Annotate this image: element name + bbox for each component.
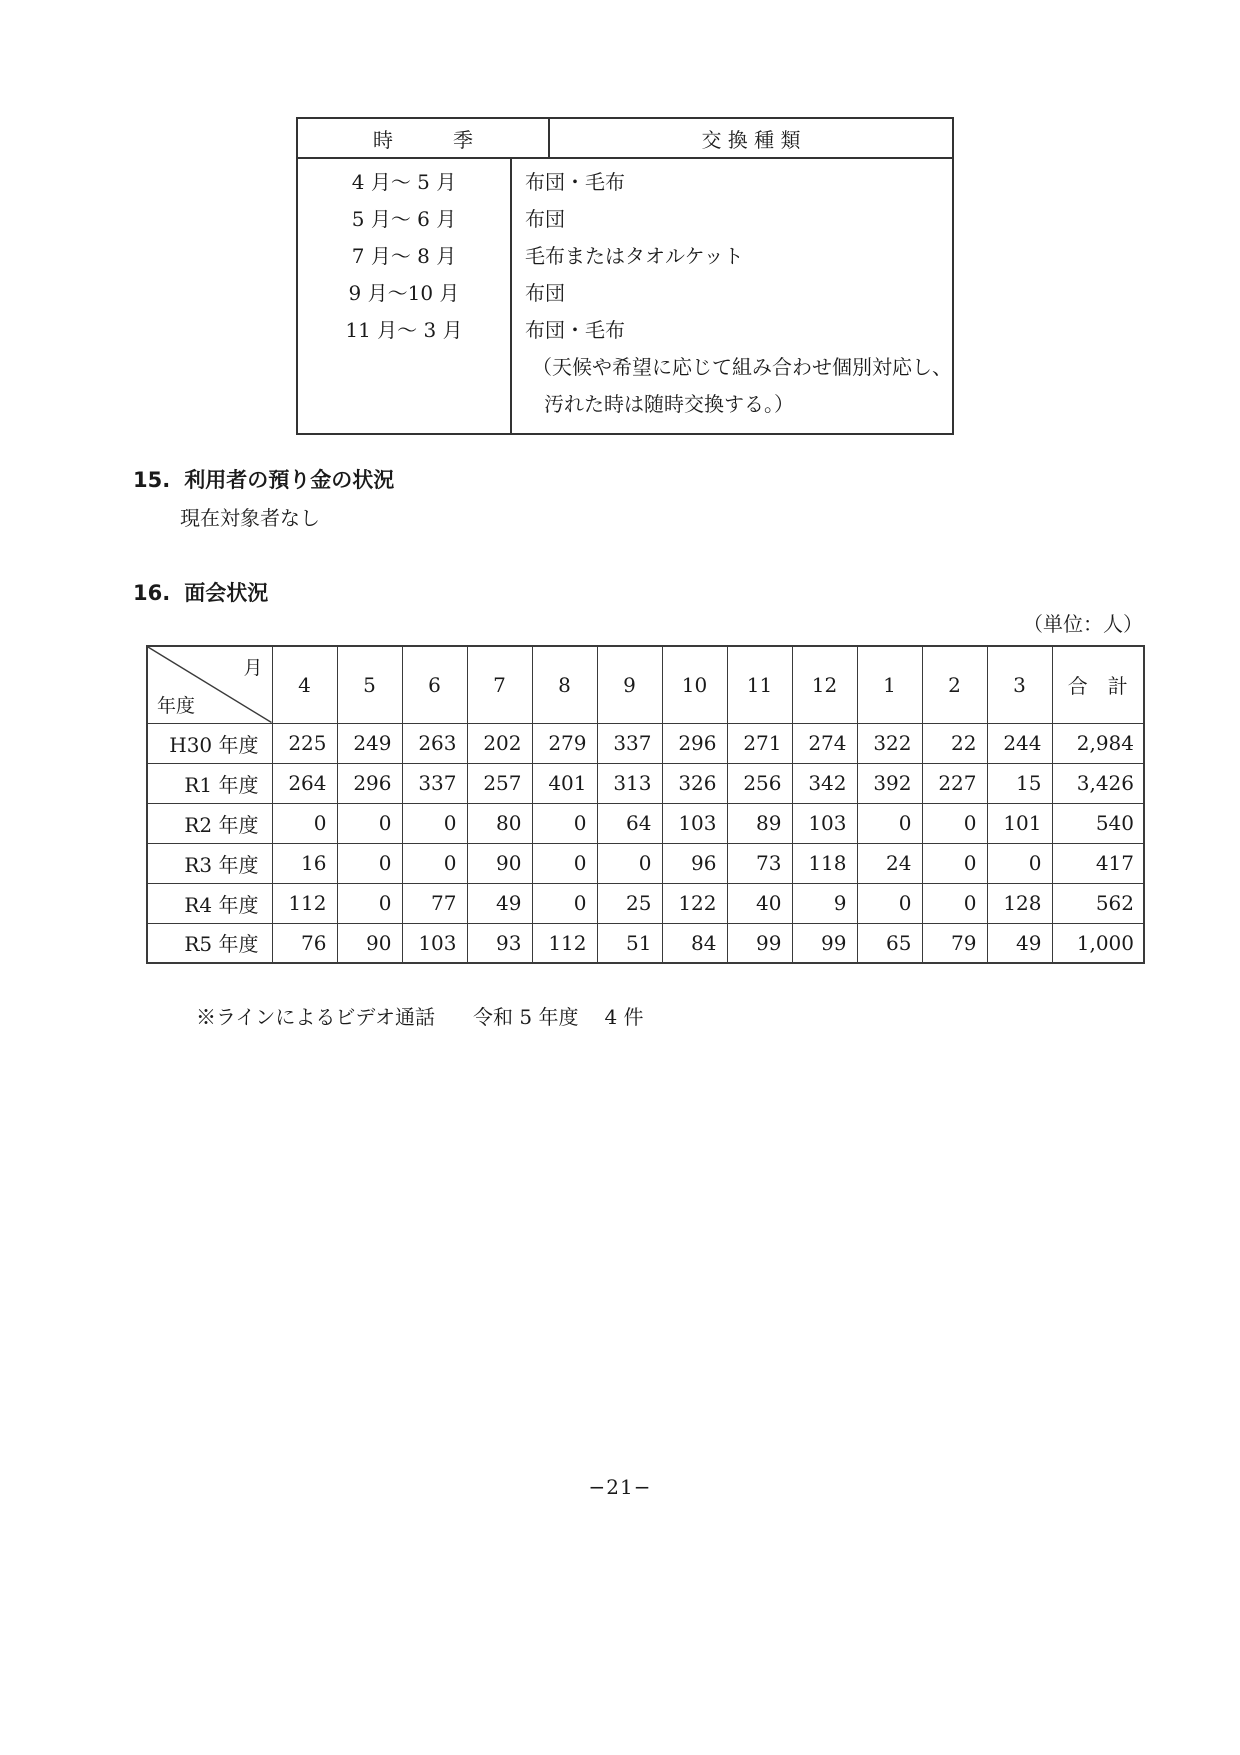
- value-cell: 22: [922, 723, 987, 763]
- year-cell: R4 年度: [147, 883, 272, 923]
- year-cell: H30 年度: [147, 723, 272, 763]
- value-cell: 0: [532, 883, 597, 923]
- total-cell: 417: [1052, 843, 1144, 883]
- kind-value: 布団・毛布: [525, 318, 625, 342]
- bedding-note-line1: （天候や希望に応じて組み合わせ個別対応し、: [532, 355, 952, 379]
- visit-table-row: [147, 723, 1144, 763]
- value-cell: 227: [922, 763, 987, 803]
- value-cell: 0: [922, 803, 987, 843]
- value-cell: 256: [727, 763, 792, 803]
- total-cell: 1,000: [1052, 923, 1144, 963]
- month-header-cell: 1: [857, 646, 922, 723]
- month-header-cell: 8: [532, 646, 597, 723]
- value-cell: 112: [532, 923, 597, 963]
- value-cell: 64: [597, 803, 662, 843]
- value-cell: 342: [792, 763, 857, 803]
- month-header-cell: 6: [402, 646, 467, 723]
- value-cell: 392: [857, 763, 922, 803]
- kind-value: 毛布またはタオルケット: [525, 244, 744, 268]
- bedding-note-line2: 汚れた時は随時交換する。）: [544, 392, 794, 416]
- kind-value: 布団・毛布: [525, 170, 625, 194]
- value-cell: 118: [792, 843, 857, 883]
- total-cell: 3,426: [1052, 763, 1144, 803]
- section-15-number: 15.: [133, 468, 171, 492]
- value-cell: 103: [792, 803, 857, 843]
- value-cell: 0: [922, 883, 987, 923]
- value-cell: 112: [272, 883, 337, 923]
- value-cell: 326: [662, 763, 727, 803]
- month-header-cell: 11: [727, 646, 792, 723]
- season-value: 4 月～ 5 月: [351, 170, 457, 194]
- value-cell: 0: [337, 883, 402, 923]
- value-cell: 0: [857, 883, 922, 923]
- value-cell: 79: [922, 923, 987, 963]
- footnote-count: 4 件: [604, 1005, 644, 1029]
- bedding-table-body: [298, 159, 952, 433]
- season-value: 11 月～ 3 月: [345, 318, 463, 342]
- visit-table-row: [147, 843, 1144, 883]
- visit-table-header-row: [147, 646, 1144, 723]
- value-cell: 0: [337, 843, 402, 883]
- season-column: [298, 159, 512, 433]
- total-header-cell: 合 計: [1052, 646, 1144, 723]
- visit-table-row: [147, 763, 1144, 803]
- corner-year-label: 年度: [157, 694, 196, 717]
- value-cell: 128: [987, 883, 1052, 923]
- value-cell: 244: [987, 723, 1052, 763]
- season-value: 9 月～10 月: [348, 281, 460, 305]
- footnote-year: 令和 5 年度: [473, 1005, 579, 1029]
- section-16-heading: [133, 577, 268, 607]
- section-15-title: 利用者の預り金の状況: [184, 468, 395, 492]
- page-number: −21−: [588, 1475, 652, 1499]
- corner-cell: [147, 646, 272, 723]
- value-cell: 313: [597, 763, 662, 803]
- value-cell: 89: [727, 803, 792, 843]
- value-cell: 49: [467, 883, 532, 923]
- value-cell: 99: [727, 923, 792, 963]
- value-cell: 279: [532, 723, 597, 763]
- value-cell: 249: [337, 723, 402, 763]
- value-cell: 93: [467, 923, 532, 963]
- value-cell: 122: [662, 883, 727, 923]
- value-cell: 103: [662, 803, 727, 843]
- value-cell: 0: [987, 843, 1052, 883]
- value-cell: 73: [727, 843, 792, 883]
- total-cell: 562: [1052, 883, 1144, 923]
- section-16-title: 面会状況: [184, 581, 269, 605]
- value-cell: 0: [532, 803, 597, 843]
- kind-value: 布団: [525, 281, 565, 305]
- corner-month-label: 月: [243, 657, 263, 679]
- value-cell: 96: [662, 843, 727, 883]
- section-15-body-text: 現在対象者なし: [180, 506, 320, 530]
- value-cell: 0: [402, 803, 467, 843]
- value-cell: 0: [922, 843, 987, 883]
- total-cell: 540: [1052, 803, 1144, 843]
- section-16-number: 16.: [133, 581, 171, 605]
- value-cell: 15: [987, 763, 1052, 803]
- month-header-cell: 9: [597, 646, 662, 723]
- value-cell: 84: [662, 923, 727, 963]
- value-cell: 225: [272, 723, 337, 763]
- value-cell: 90: [467, 843, 532, 883]
- value-cell: 101: [987, 803, 1052, 843]
- value-cell: 9: [792, 883, 857, 923]
- total-cell: 2,984: [1052, 723, 1144, 763]
- value-cell: 264: [272, 763, 337, 803]
- bedding-table-header-row: [298, 119, 952, 159]
- video-call-footnote: [196, 1001, 644, 1030]
- value-cell: 40: [727, 883, 792, 923]
- year-cell: R2 年度: [147, 803, 272, 843]
- month-header-cell: 5: [337, 646, 402, 723]
- month-header-cell: 7: [467, 646, 532, 723]
- value-cell: 80: [467, 803, 532, 843]
- value-cell: 296: [662, 723, 727, 763]
- value-cell: 274: [792, 723, 857, 763]
- value-cell: 0: [272, 803, 337, 843]
- bedding-exchange-table: [296, 117, 954, 435]
- value-cell: 103: [402, 923, 467, 963]
- value-cell: 77: [402, 883, 467, 923]
- year-cell: R1 年度: [147, 763, 272, 803]
- value-cell: 25: [597, 883, 662, 923]
- section-15-heading: [133, 464, 394, 494]
- kind-value: 布団: [525, 207, 565, 231]
- value-cell: 271: [727, 723, 792, 763]
- value-cell: 0: [402, 843, 467, 883]
- kind-column-header: 交 換 種 類: [701, 127, 801, 152]
- value-cell: 296: [337, 763, 402, 803]
- value-cell: 90: [337, 923, 402, 963]
- footnote-text: ※ラインによるビデオ通話: [196, 1005, 435, 1029]
- month-header-cell: 3: [987, 646, 1052, 723]
- year-cell: R5 年度: [147, 923, 272, 963]
- year-cell: R3 年度: [147, 843, 272, 883]
- season-value: 7 月～ 8 月: [351, 244, 457, 268]
- value-cell: 337: [402, 763, 467, 803]
- value-cell: 322: [857, 723, 922, 763]
- visit-table-row: [147, 803, 1144, 843]
- value-cell: 257: [467, 763, 532, 803]
- visit-table-row: [147, 923, 1144, 963]
- value-cell: 202: [467, 723, 532, 763]
- value-cell: 0: [857, 803, 922, 843]
- value-cell: 49: [987, 923, 1052, 963]
- season-value: 5 月～ 6 月: [351, 207, 457, 231]
- value-cell: 76: [272, 923, 337, 963]
- value-cell: 401: [532, 763, 597, 803]
- value-cell: 65: [857, 923, 922, 963]
- value-cell: 263: [402, 723, 467, 763]
- value-cell: 337: [597, 723, 662, 763]
- value-cell: 0: [532, 843, 597, 883]
- month-header-cell: 2: [922, 646, 987, 723]
- kind-column: [512, 159, 952, 433]
- value-cell: 16: [272, 843, 337, 883]
- month-header-cell: 12: [792, 646, 857, 723]
- value-cell: 99: [792, 923, 857, 963]
- month-header-cell: 4: [272, 646, 337, 723]
- value-cell: 0: [597, 843, 662, 883]
- unit-label: （単位：人）: [1023, 612, 1143, 636]
- season-column-header: 時 季: [298, 119, 550, 157]
- value-cell: 24: [857, 843, 922, 883]
- value-cell: 51: [597, 923, 662, 963]
- visit-status-table: [146, 645, 1145, 964]
- visit-table-row: [147, 883, 1144, 923]
- value-cell: 0: [337, 803, 402, 843]
- month-header-cell: 10: [662, 646, 727, 723]
